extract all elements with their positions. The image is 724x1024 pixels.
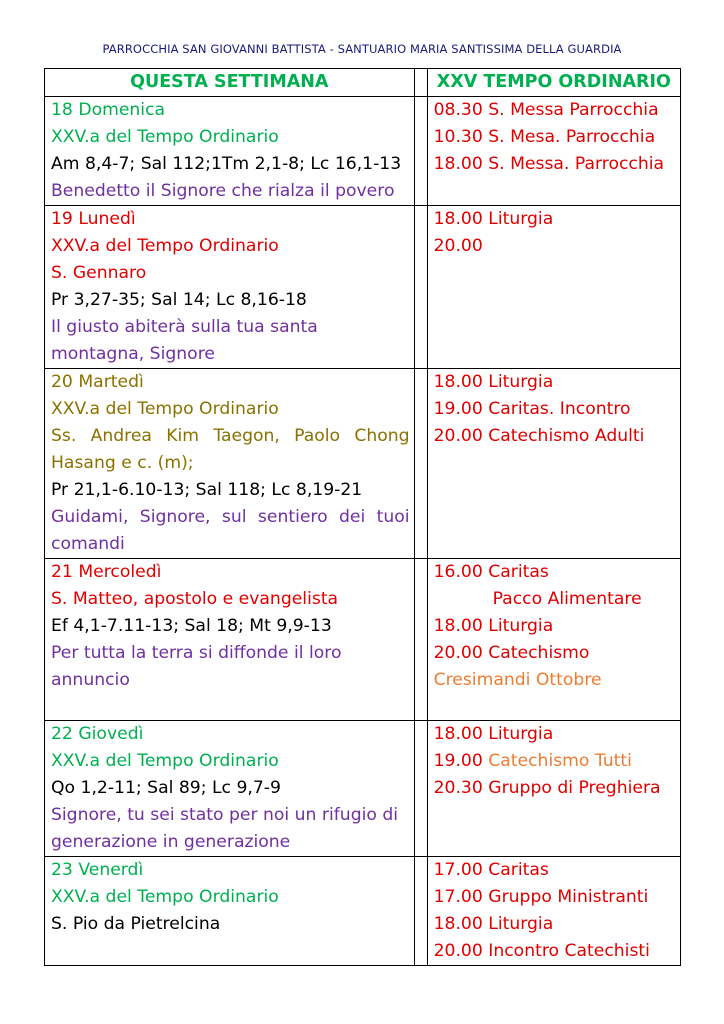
day-detail-line: XXV.a del Tempo Ordinario	[51, 887, 279, 907]
day-details-cell	[45, 559, 415, 721]
schedule-item: Pacco Alimentare	[492, 589, 642, 609]
table-header-row	[45, 69, 681, 97]
schedule-item: 18.00 S. Messa. Parrocchia	[433, 154, 665, 174]
day-title: 23 Venerdì	[51, 860, 144, 880]
column-gap	[414, 721, 427, 857]
schedule-cell	[427, 369, 680, 559]
day-details-cell	[45, 206, 415, 369]
day-detail-line: Pr 21,1-6.10-13; Sal 118; Lc 8,19-21	[51, 480, 363, 500]
schedule-item: 18.00 Liturgia	[433, 914, 554, 934]
schedule-cell	[427, 97, 680, 206]
day-detail-line: Il giusto abiterà sulla tua santa	[51, 317, 318, 337]
column-gap	[414, 69, 427, 97]
day-detail-line: XXV.a del Tempo Ordinario	[51, 127, 279, 147]
day-detail-line: Per tutta la terra si diffonde il loro	[51, 643, 342, 663]
column-gap	[414, 857, 427, 966]
page-header: PARROCCHIA SAN GIOVANNI BATTISTA - SANTUARIO MARIA SANTISSIMA DELLA GUARDIA	[102, 42, 622, 56]
day-detail-line: S. Pio da Pietrelcina	[51, 914, 221, 934]
schedule-item: 17.00 Gruppo Ministranti	[433, 887, 649, 907]
day-detail-line: Benedetto il Signore che rialza il povero	[51, 181, 395, 201]
column-gap	[414, 97, 427, 206]
day-row	[45, 206, 681, 369]
schedule-time: 19.00	[433, 751, 489, 771]
schedule-item: 18.00 Liturgia	[433, 616, 554, 636]
day-detail-line: Hasang e c. (m);	[51, 453, 194, 473]
column-header-week: QUESTA SETTIMANA	[45, 69, 415, 97]
day-detail-line: XXV.a del Tempo Ordinario	[51, 399, 279, 419]
day-detail-line: XXV.a del Tempo Ordinario	[51, 236, 279, 256]
day-detail-line: generazione in generazione	[51, 832, 291, 852]
day-detail-line: montagna, Signore	[51, 344, 215, 364]
day-details-cell	[45, 857, 415, 966]
schedule-item: 18.00 Liturgia	[433, 724, 554, 744]
day-detail-line: S. Gennaro	[51, 263, 147, 283]
day-title: 19 Lunedì	[51, 209, 136, 229]
day-detail-line: Am 8,4-7; Sal 112;1Tm 2,1-8; Lc 16,1-13	[51, 154, 402, 174]
schedule-cell	[427, 721, 680, 857]
schedule-item: 20.00	[433, 236, 483, 256]
column-header-liturgical-time: XXV TEMPO ORDINARIO	[427, 69, 680, 97]
schedule-item: 20.30 Gruppo di Preghiera	[433, 778, 661, 798]
schedule-cell	[427, 559, 680, 721]
day-details-cell	[45, 97, 415, 206]
day-row	[45, 559, 681, 721]
schedule-activity: Catechismo Tutti	[488, 751, 632, 771]
day-detail-line: S. Matteo, apostolo e evangelista	[51, 589, 339, 609]
column-gap	[414, 559, 427, 721]
column-gap	[414, 369, 427, 559]
column-gap	[414, 206, 427, 369]
schedule-item: 17.00 Caritas	[433, 860, 549, 880]
day-detail-line: Pr 3,27-35; Sal 14; Lc 8,16-18	[51, 290, 307, 310]
day-row	[45, 721, 681, 857]
schedule-item: 20.00 Incontro Catechisti	[433, 941, 650, 961]
day-detail-line: Guidami, Signore, sul sentiero dei tuoi	[51, 507, 410, 527]
schedule-item: 20.00 Catechismo Adulti	[433, 426, 645, 446]
day-detail-line: Signore, tu sei stato per noi un rifugio di	[51, 805, 399, 825]
schedule-item: 18.00 Liturgia	[433, 372, 554, 392]
day-title: 22 Giovedì	[51, 724, 144, 744]
schedule-cell	[427, 857, 680, 966]
schedule-item: 20.00 Catechismo	[433, 643, 590, 663]
day-title: 18 Domenica	[51, 100, 166, 120]
schedule-item	[434, 748, 678, 775]
day-details-cell	[45, 369, 415, 559]
schedule-item: 10.30 S. Mesa. Parrocchia	[433, 127, 656, 147]
day-detail-line: annuncio	[51, 670, 130, 690]
day-row	[45, 97, 681, 206]
day-detail-line: Qo 1,2-11; Sal 89; Lc 9,7-9	[51, 778, 281, 798]
day-row	[45, 369, 681, 559]
schedule-item: 16.00 Caritas	[433, 562, 549, 582]
day-detail-line: Ef 4,1-7.11-13; Sal 18; Mt 9,9-13	[51, 616, 332, 636]
day-title: 20 Martedì	[51, 372, 144, 392]
day-row	[45, 857, 681, 966]
day-details-cell	[45, 721, 415, 857]
schedule-item: 19.00 Caritas. Incontro	[433, 399, 631, 419]
schedule-cell	[427, 206, 680, 369]
day-detail-line: XXV.a del Tempo Ordinario	[51, 751, 279, 771]
schedule-item: Cresimandi Ottobre	[433, 670, 602, 690]
day-detail-line: comandi	[51, 534, 125, 554]
schedule-item: 18.00 Liturgia	[433, 209, 554, 229]
weekly-schedule-table	[44, 68, 681, 966]
schedule-item: 08.30 S. Messa Parrocchia	[433, 100, 659, 120]
day-title: 21 Mercoledì	[51, 562, 162, 582]
day-detail-line: Ss. Andrea Kim Taegon, Paolo Chong	[51, 426, 410, 446]
